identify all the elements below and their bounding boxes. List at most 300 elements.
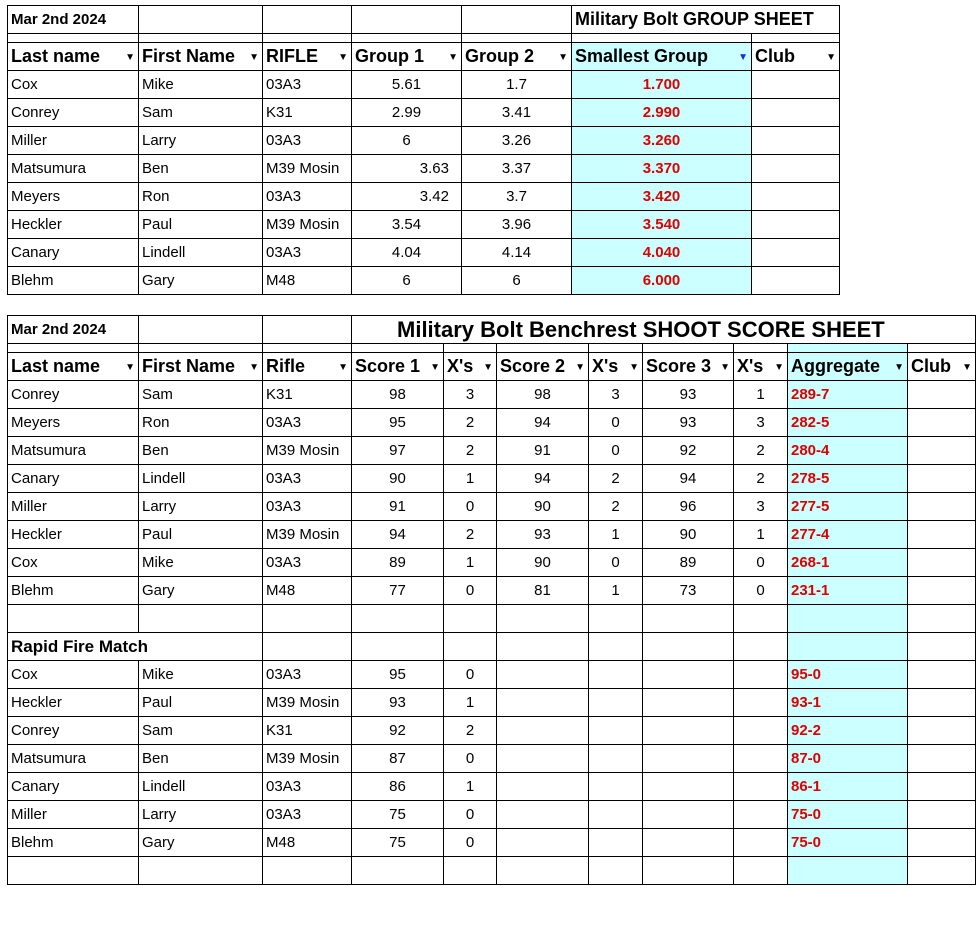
last-name-cell: Conrey (8, 99, 139, 127)
last-name-cell: Heckler (8, 211, 139, 239)
dropdown-arrow-icon[interactable]: ▼ (430, 362, 440, 373)
rapid-fire-title: Rapid Fire Match (8, 633, 263, 661)
last-name-cell: Conrey (8, 717, 139, 745)
empty-cell (263, 857, 352, 885)
empty-cell (643, 661, 734, 689)
smallest-group-cell: 3.370 (572, 155, 752, 183)
rifle-cell: M39 Mosin (263, 521, 352, 549)
score1-cell: 95 (352, 409, 444, 437)
rifle-cell: M39 Mosin (263, 155, 352, 183)
table-row (8, 689, 976, 717)
empty-cell (734, 605, 788, 633)
empty-cell (497, 773, 589, 801)
club-cell (908, 689, 976, 717)
club-cell (752, 239, 840, 267)
x3-cell: 1 (734, 381, 788, 409)
x2-cell: 2 (589, 465, 643, 493)
dropdown-arrow-icon[interactable]: ▼ (558, 52, 568, 63)
last-name-cell: Heckler (8, 521, 139, 549)
empty-cell (643, 605, 734, 633)
empty-cell (589, 801, 643, 829)
score-cell: 75 (352, 829, 444, 857)
x3-cell: 2 (734, 437, 788, 465)
group-header-group1[interactable]: Group 1 ▼ (352, 43, 462, 71)
score1-cell: 94 (352, 521, 444, 549)
score-sheet-table (7, 315, 976, 885)
score2-cell: 81 (497, 577, 589, 605)
last-name-cell: Canary (8, 465, 139, 493)
score-header-row (8, 353, 976, 381)
empty-cell (352, 605, 444, 633)
empty-cell (788, 857, 908, 885)
x1-cell: 1 (444, 549, 497, 577)
empty-cell (497, 633, 589, 661)
first-name-cell: Lindell (139, 465, 263, 493)
table-row (8, 465, 976, 493)
last-name-cell: Cox (8, 661, 139, 689)
table-row (8, 239, 840, 267)
rifle-cell: 03A3 (263, 409, 352, 437)
aggregate-cell: 277-4 (788, 521, 908, 549)
dropdown-arrow-icon[interactable]: ▼ (338, 52, 348, 63)
score-cell: 93 (352, 689, 444, 717)
club-cell (908, 577, 976, 605)
score-header-aggregate[interactable]: Aggregate ▼ (788, 353, 908, 381)
score-cell: 87 (352, 745, 444, 773)
aggregate-cell: 75-0 (788, 801, 908, 829)
rapid-fire-title-row (8, 633, 976, 661)
empty-cell (643, 857, 734, 885)
empty-cell (788, 633, 908, 661)
group-header-rifle[interactable]: RIFLE ▼ (263, 43, 352, 71)
score-header-last[interactable]: Last name ▼ (8, 353, 139, 381)
group1-cell: 6 (352, 127, 462, 155)
rifle-cell: 03A3 (263, 183, 352, 211)
rifle-cell: 03A3 (263, 239, 352, 267)
aggregate-cell: 268-1 (788, 549, 908, 577)
x1-cell: 0 (444, 577, 497, 605)
score1-cell: 98 (352, 381, 444, 409)
last-name-cell: Canary (8, 773, 139, 801)
empty-cell (734, 633, 788, 661)
score1-cell: 90 (352, 465, 444, 493)
score-cell: 75 (352, 801, 444, 829)
group2-cell: 6 (462, 267, 572, 295)
empty-cell (263, 605, 352, 633)
group-sheet-table (7, 5, 840, 295)
first-name-cell: Larry (139, 127, 263, 155)
empty-cell (908, 857, 976, 885)
club-cell (908, 801, 976, 829)
first-name-cell: Mike (139, 661, 263, 689)
empty-cell (734, 801, 788, 829)
empty-cell (8, 605, 139, 633)
smallest-group-cell: 4.040 (572, 239, 752, 267)
score-header-x3[interactable]: X's ▼ (734, 353, 788, 381)
group2-cell: 4.14 (462, 239, 572, 267)
score-header-first[interactable]: First Name ▼ (139, 353, 263, 381)
score2-cell: 91 (497, 437, 589, 465)
aggregate-cell: 93-1 (788, 689, 908, 717)
dropdown-arrow-icon[interactable]: ▼ (125, 362, 135, 373)
smallest-group-cell: 2.990 (572, 99, 752, 127)
x3-cell: 3 (734, 409, 788, 437)
club-cell (908, 661, 976, 689)
x-cell: 0 (444, 829, 497, 857)
club-cell (752, 127, 840, 155)
x2-cell: 0 (589, 437, 643, 465)
score-header-score1[interactable]: Score 1 ▼ (352, 353, 444, 381)
group-header-row (8, 43, 840, 71)
score-header-x1[interactable]: X's ▼ (444, 353, 497, 381)
group2-cell: 3.41 (462, 99, 572, 127)
table-row (8, 211, 840, 239)
group-sheet-title: Military Bolt GROUP SHEET (572, 6, 840, 34)
x-cell: 2 (444, 717, 497, 745)
dropdown-arrow-icon[interactable]: ▼ (483, 362, 493, 373)
rifle-cell: K31 (263, 717, 352, 745)
club-cell (908, 381, 976, 409)
empty-cell (139, 857, 263, 885)
club-cell (752, 155, 840, 183)
table-row (8, 493, 976, 521)
first-name-cell: Paul (139, 211, 263, 239)
empty-cell (444, 633, 497, 661)
empty-cell (589, 829, 643, 857)
score3-cell: 93 (643, 409, 734, 437)
dropdown-arrow-icon[interactable]: ▼ (249, 52, 259, 63)
rifle-cell: M39 Mosin (263, 211, 352, 239)
table-row (8, 267, 840, 295)
dropdown-arrow-icon[interactable]: ▼ (962, 362, 972, 373)
aggregate-cell: 280-4 (788, 437, 908, 465)
group1-cell: 3.63 (352, 155, 462, 183)
club-cell (908, 745, 976, 773)
club-cell (752, 267, 840, 295)
x1-cell: 2 (444, 437, 497, 465)
table-row (8, 801, 976, 829)
score-header-score3[interactable]: Score 3 ▼ (643, 353, 734, 381)
empty-cell (589, 857, 643, 885)
score2-cell: 90 (497, 493, 589, 521)
empty-cell (734, 745, 788, 773)
first-name-cell: Mike (139, 549, 263, 577)
empty-cell (908, 633, 976, 661)
table-row (8, 577, 976, 605)
dropdown-arrow-icon[interactable]: ▼ (575, 362, 585, 373)
first-name-cell: Gary (139, 829, 263, 857)
score2-cell: 90 (497, 549, 589, 577)
empty-cell (643, 689, 734, 717)
last-name-cell: Matsumura (8, 745, 139, 773)
group-header-first[interactable]: First Name ▼ (139, 43, 263, 71)
score1-cell: 89 (352, 549, 444, 577)
score3-cell: 89 (643, 549, 734, 577)
club-cell (752, 211, 840, 239)
x2-cell: 0 (589, 409, 643, 437)
rifle-cell: 03A3 (263, 773, 352, 801)
score-cell: 92 (352, 717, 444, 745)
group-header-club[interactable]: Club ▼ (752, 43, 840, 71)
dropdown-arrow-icon[interactable]: ▼ (338, 362, 348, 373)
smallest-group-cell: 6.000 (572, 267, 752, 295)
club-cell (908, 465, 976, 493)
rifle-cell: K31 (263, 381, 352, 409)
aggregate-cell: 92-2 (788, 717, 908, 745)
club-cell (908, 829, 976, 857)
empty-cell (734, 857, 788, 885)
table-row (8, 745, 976, 773)
empty-cell (734, 773, 788, 801)
x1-cell: 0 (444, 493, 497, 521)
club-cell (752, 71, 840, 99)
club-cell (908, 773, 976, 801)
smallest-group-cell: 3.540 (572, 211, 752, 239)
group2-cell: 1.7 (462, 71, 572, 99)
group-header-smallest[interactable]: Smallest Group ▼ (572, 43, 752, 71)
rifle-cell: 03A3 (263, 465, 352, 493)
empty-cell (734, 829, 788, 857)
group-date: Mar 2nd 2024 (8, 6, 139, 34)
last-name-cell: Cox (8, 549, 139, 577)
last-name-cell: Miller (8, 127, 139, 155)
last-name-cell: Heckler (8, 689, 139, 717)
first-name-cell: Ben (139, 745, 263, 773)
last-name-cell: Canary (8, 239, 139, 267)
score3-cell: 92 (643, 437, 734, 465)
rifle-cell: K31 (263, 99, 352, 127)
x1-cell: 2 (444, 521, 497, 549)
first-name-cell: Paul (139, 689, 263, 717)
table-row (8, 155, 840, 183)
empty-cell (734, 717, 788, 745)
score3-cell: 93 (643, 381, 734, 409)
empty-cell (444, 857, 497, 885)
group2-cell: 3.37 (462, 155, 572, 183)
empty-cell (263, 633, 352, 661)
x-cell: 1 (444, 773, 497, 801)
sort-descending-icon[interactable]: ▼ (738, 52, 748, 63)
empty-cell (497, 717, 589, 745)
rifle-cell: 03A3 (263, 127, 352, 155)
empty-cell (589, 633, 643, 661)
table-row (8, 183, 840, 211)
first-name-cell: Gary (139, 267, 263, 295)
aggregate-cell: 86-1 (788, 773, 908, 801)
last-name-cell: Blehm (8, 577, 139, 605)
empty-cell (8, 857, 139, 885)
empty-cell (788, 605, 908, 633)
empty-cell (352, 857, 444, 885)
smallest-group-cell: 1.700 (572, 71, 752, 99)
table-row (8, 409, 976, 437)
smallest-group-cell: 3.260 (572, 127, 752, 155)
score2-cell: 94 (497, 465, 589, 493)
last-name-cell: Matsumura (8, 437, 139, 465)
table-row (8, 549, 976, 577)
group2-cell: 3.96 (462, 211, 572, 239)
table-row (8, 829, 976, 857)
club-cell (908, 717, 976, 745)
x-cell: 0 (444, 745, 497, 773)
group1-cell: 2.99 (352, 99, 462, 127)
x1-cell: 1 (444, 465, 497, 493)
empty-cell (589, 605, 643, 633)
score2-cell: 93 (497, 521, 589, 549)
empty-cell (589, 745, 643, 773)
aggregate-cell: 231-1 (788, 577, 908, 605)
empty-cell (643, 801, 734, 829)
score-date: Mar 2nd 2024 (8, 316, 139, 344)
score-header-club[interactable]: Club ▼ (908, 353, 976, 381)
empty-cell (497, 857, 589, 885)
last-name-cell: Conrey (8, 381, 139, 409)
club-cell (908, 409, 976, 437)
score-header-x2[interactable]: X's ▼ (589, 353, 643, 381)
table-row (8, 521, 976, 549)
group2-cell: 3.7 (462, 183, 572, 211)
first-name-cell: Sam (139, 381, 263, 409)
empty-cell (643, 829, 734, 857)
x3-cell: 3 (734, 493, 788, 521)
rifle-cell: 03A3 (263, 493, 352, 521)
x2-cell: 2 (589, 493, 643, 521)
first-name-cell: Sam (139, 717, 263, 745)
empty-cell (734, 661, 788, 689)
group1-cell: 6 (352, 267, 462, 295)
group1-cell: 4.04 (352, 239, 462, 267)
aggregate-cell: 282-5 (788, 409, 908, 437)
score-title-row (8, 316, 976, 344)
x-cell: 0 (444, 661, 497, 689)
dropdown-arrow-icon[interactable]: ▼ (826, 52, 837, 63)
last-name-cell: Matsumura (8, 155, 139, 183)
aggregate-cell: 87-0 (788, 745, 908, 773)
aggregate-cell: 95-0 (788, 661, 908, 689)
dropdown-arrow-icon[interactable]: ▼ (774, 362, 784, 373)
score-cell: 86 (352, 773, 444, 801)
dropdown-arrow-icon[interactable]: ▼ (720, 362, 730, 373)
club-cell (752, 183, 840, 211)
empty-cell (643, 773, 734, 801)
first-name-cell: Larry (139, 801, 263, 829)
club-cell (752, 99, 840, 127)
table-row (8, 127, 840, 155)
table-row (8, 381, 976, 409)
club-cell (908, 437, 976, 465)
score1-cell: 77 (352, 577, 444, 605)
empty-cell (908, 605, 976, 633)
last-name-cell: Meyers (8, 183, 139, 211)
dropdown-arrow-icon[interactable]: ▼ (894, 362, 904, 373)
score-header-score2[interactable]: Score 2 ▼ (497, 353, 589, 381)
aggregate-cell: 277-5 (788, 493, 908, 521)
club-cell (908, 493, 976, 521)
empty-cell (497, 745, 589, 773)
empty-cell (352, 633, 444, 661)
empty-cell (643, 717, 734, 745)
x2-cell: 1 (589, 577, 643, 605)
rifle-cell: 03A3 (263, 71, 352, 99)
score-sheet-title: Military Bolt Benchrest SHOOT SCORE SHEET (352, 316, 976, 344)
empty-cell (497, 689, 589, 717)
group-header-last[interactable]: Last name ▼ (8, 43, 139, 71)
x3-cell: 0 (734, 577, 788, 605)
first-name-cell: Mike (139, 71, 263, 99)
rifle-cell: M48 (263, 829, 352, 857)
score1-cell: 97 (352, 437, 444, 465)
first-name-cell: Ben (139, 437, 263, 465)
table-row (8, 437, 976, 465)
rifle-cell: M48 (263, 577, 352, 605)
table-row (8, 71, 840, 99)
first-name-cell: Ben (139, 155, 263, 183)
club-cell (908, 521, 976, 549)
dropdown-arrow-icon[interactable]: ▼ (125, 52, 135, 63)
first-name-cell: Ron (139, 183, 263, 211)
score3-cell: 94 (643, 465, 734, 493)
empty-cell (497, 605, 589, 633)
group1-cell: 5.61 (352, 71, 462, 99)
dropdown-arrow-icon[interactable]: ▼ (629, 362, 639, 373)
table-row (8, 773, 976, 801)
score-cell: 95 (352, 661, 444, 689)
empty-cell (589, 717, 643, 745)
first-name-cell: Paul (139, 521, 263, 549)
empty-cell (643, 633, 734, 661)
blank-row (8, 605, 976, 633)
x-cell: 0 (444, 801, 497, 829)
last-name-cell: Blehm (8, 829, 139, 857)
score2-cell: 98 (497, 381, 589, 409)
x2-cell: 0 (589, 549, 643, 577)
first-name-cell: Larry (139, 493, 263, 521)
empty-cell (734, 689, 788, 717)
blank-row (8, 857, 976, 885)
group2-cell: 3.26 (462, 127, 572, 155)
last-name-cell: Miller (8, 493, 139, 521)
empty-cell (497, 829, 589, 857)
aggregate-cell: 278-5 (788, 465, 908, 493)
empty-cell (444, 605, 497, 633)
score2-cell: 94 (497, 409, 589, 437)
x3-cell: 2 (734, 465, 788, 493)
last-name-cell: Cox (8, 71, 139, 99)
table-row (8, 99, 840, 127)
table-row (8, 717, 976, 745)
score3-cell: 73 (643, 577, 734, 605)
first-name-cell: Ron (139, 409, 263, 437)
empty-cell (497, 661, 589, 689)
group-title-row (8, 6, 840, 34)
rifle-cell: 03A3 (263, 549, 352, 577)
dropdown-arrow-icon[interactable]: ▼ (249, 362, 259, 373)
score3-cell: 90 (643, 521, 734, 549)
rifle-cell: M39 Mosin (263, 745, 352, 773)
score1-cell: 91 (352, 493, 444, 521)
last-name-cell: Miller (8, 801, 139, 829)
last-name-cell: Meyers (8, 409, 139, 437)
first-name-cell: Lindell (139, 239, 263, 267)
rifle-cell: 03A3 (263, 661, 352, 689)
empty-cell (589, 689, 643, 717)
dropdown-arrow-icon[interactable]: ▼ (448, 52, 458, 63)
group-header-group2[interactable]: Group 2 ▼ (462, 43, 572, 71)
aggregate-cell: 75-0 (788, 829, 908, 857)
x1-cell: 2 (444, 409, 497, 437)
score-header-rifle[interactable]: Rifle ▼ (263, 353, 352, 381)
x-cell: 1 (444, 689, 497, 717)
